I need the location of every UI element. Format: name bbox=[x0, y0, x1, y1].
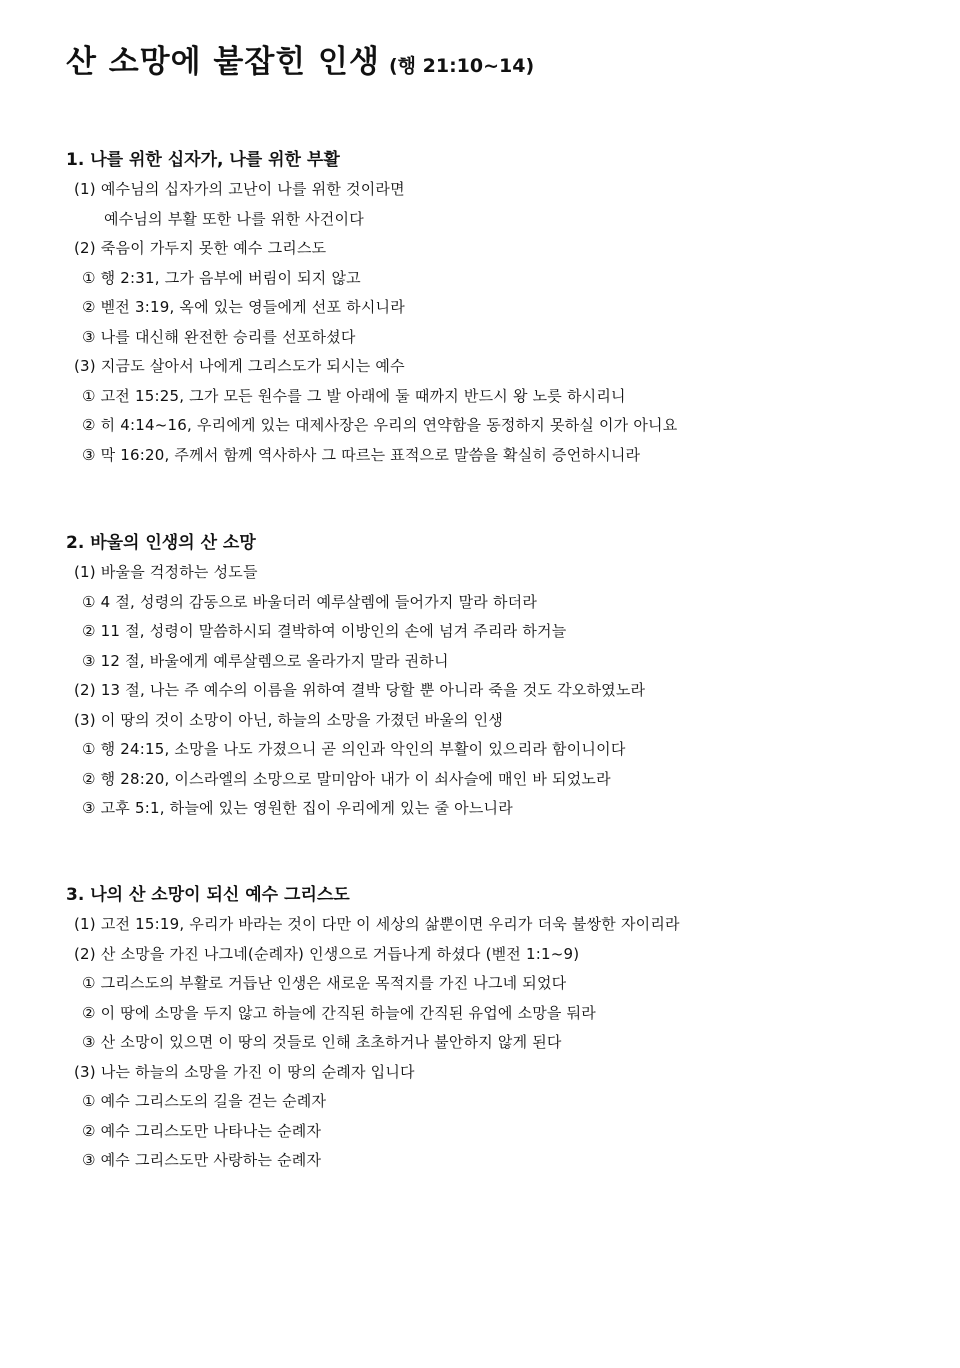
section-3 bbox=[66, 881, 926, 1176]
section-heading: 2. 바울의 인생의 산 소망 bbox=[66, 533, 256, 553]
section-heading: 3. 나의 산 소망이 되신 예수 그리스도 bbox=[66, 885, 350, 905]
outline-subitem: ② 11 절, 성령이 말씀하시되 결박하여 이방인의 손에 넘겨 주리라 하거늘 bbox=[82, 622, 567, 640]
outline-item: (1) 바울을 걱정하는 성도들 bbox=[74, 563, 258, 581]
section-heading: 1. 나를 위한 십자가, 나를 위한 부활 bbox=[66, 150, 340, 170]
title-reference: (행 21:10~14) bbox=[388, 55, 535, 77]
outline-subitem: ① 행 24:15, 소망을 나도 가졌으니 곧 의인과 악인의 부활이 있으리라 함이니이다 bbox=[82, 740, 626, 758]
outline-subitem: ② 이 땅에 소망을 두지 않고 하늘에 간직된 하늘에 간직된 유업에 소망을 둬라 bbox=[82, 1003, 596, 1022]
outline-subitem: ③ 나를 대신해 완전한 승리를 선포하셨다 bbox=[82, 327, 356, 346]
outline-item: (2) 산 소망을 가진 나그네(순례자) 인생으로 거듭나게 하셨다 (벧전 1:1~9) bbox=[74, 944, 580, 963]
outline-subitem: ① 예수 그리스도의 길을 걷는 순례자 bbox=[82, 1092, 327, 1110]
outline-item: (2) 13 절, 나는 주 예수의 이름을 위하여 결박 당할 뿐 아니라 죽을 것도 각오하였노라 bbox=[74, 681, 646, 699]
outline-item-continuation: 예수님의 부활 또한 나를 위한 사건이다 bbox=[104, 209, 364, 228]
outline-item: (3) 지금도 살아서 나에게 그리스도가 되시는 예수 bbox=[74, 357, 405, 375]
outline-item: (2) 죽음이 가두지 못한 예수 그리스도 bbox=[74, 239, 327, 257]
sermon-title bbox=[66, 36, 534, 81]
outline-subitem: ③ 산 소망이 있으면 이 땅의 것들로 인해 초초하거나 불안하지 않게 된다 bbox=[82, 1033, 562, 1051]
outline-subitem: ③ 12 절, 바울에게 예루살렘으로 올라가지 말라 권하니 bbox=[82, 651, 449, 670]
outline-subitem: ③ 예수 그리스도만 사랑하는 순례자 bbox=[82, 1151, 322, 1169]
title-main: 산 소망에 붙잡힌 인생 bbox=[66, 44, 380, 80]
section-1 bbox=[66, 146, 926, 470]
outline-item: (1) 고전 15:19, 우리가 바라는 것이 다만 이 세상의 삶뿐이면 우리가 더욱 불쌍한 자이리라 bbox=[74, 915, 680, 933]
outline-subitem: ① 고전 15:25, 그가 모든 원수를 그 발 아래에 둘 때까지 반드시 왕 노릇 하시리니 bbox=[82, 386, 626, 405]
outline-subitem: ③ 고후 5:1, 하늘에 있는 영원한 집이 우리에게 있는 줄 아느니라 bbox=[82, 799, 513, 817]
outline-item: (3) 나는 하늘의 소망을 가진 이 땅의 순례자 입니다 bbox=[74, 1062, 415, 1081]
outline-subitem: ① 4 절, 성령의 감동으로 바울더러 예루살렘에 들어가지 말라 하더라 bbox=[82, 592, 538, 611]
outline-subitem: ① 행 2:31, 그가 음부에 버림이 되지 않고 bbox=[82, 268, 361, 287]
outline-subitem: ① 그리스도의 부활로 거듭난 인생은 새로운 목적지를 가진 나그네 되었다 bbox=[82, 974, 567, 992]
outline-subitem: ② 예수 그리스도만 나타나는 순례자 bbox=[82, 1121, 322, 1140]
outline-subitem: ② 행 28:20, 이스라엘의 소망으로 말미암아 내가 이 쇠사슬에 매인 바 되었노라 bbox=[82, 769, 611, 788]
outline-subitem: ③ 막 16:20, 주께서 함께 역사하사 그 따르는 표적으로 말씀을 확실히 증언하시니라 bbox=[82, 445, 641, 464]
section-2 bbox=[66, 529, 926, 824]
outline-subitem: ② 히 4:14~16, 우리에게 있는 대제사장은 우리의 연약함을 동정하지 못하실 이가 아니요 bbox=[82, 416, 678, 434]
outline-item: (3) 이 땅의 것이 소망이 아닌, 하늘의 소망을 가졌던 바울의 인생 bbox=[74, 710, 504, 729]
outline-subitem: ② 벧전 3:19, 옥에 있는 영들에게 선포 하시니라 bbox=[82, 298, 405, 316]
outline-item: (1) 예수님의 십자가의 고난이 나를 위한 것이라면 bbox=[74, 180, 405, 198]
